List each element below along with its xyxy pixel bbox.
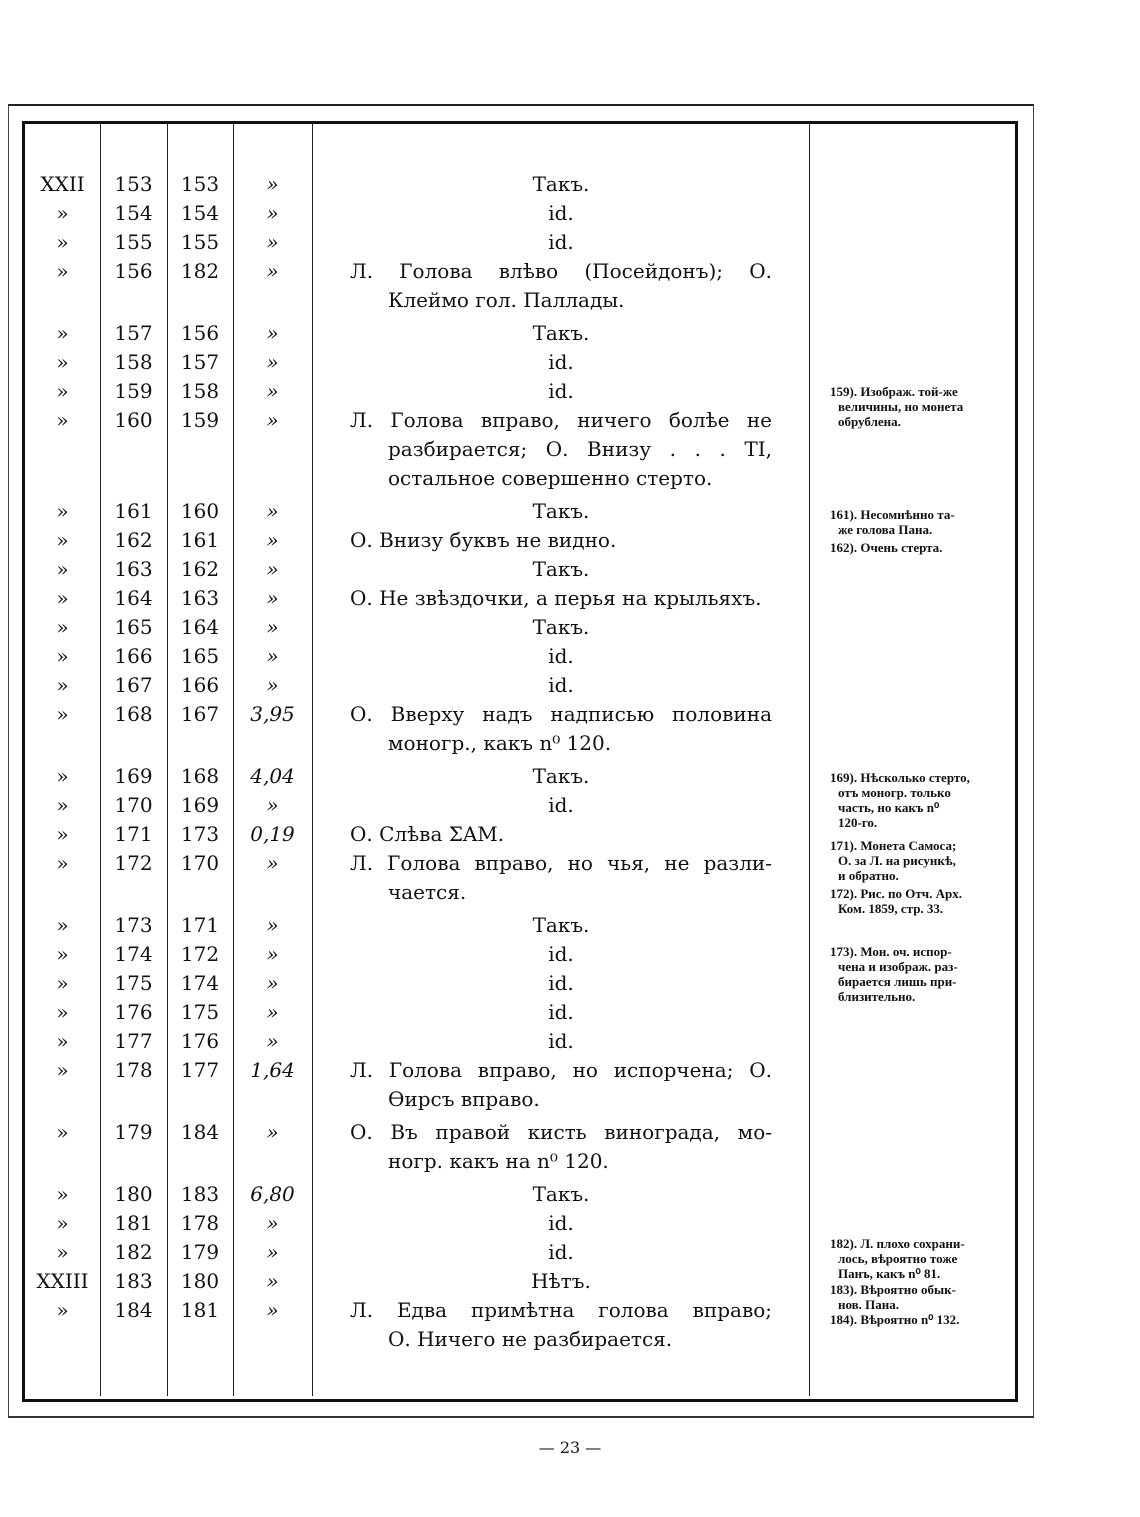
cell-c1: » (56, 1240, 69, 1264)
cell-c4: » (266, 499, 279, 523)
table-row (25, 1118, 810, 1180)
description-line: Такъ. (532, 557, 590, 581)
cell-c2: 173 (114, 913, 153, 937)
cell-c1: » (56, 1182, 69, 1206)
footnote-line: бирается лишь при- (838, 974, 957, 989)
cell-c1: » (56, 499, 69, 523)
cell-c1: » (56, 1000, 69, 1024)
table-row (25, 671, 810, 700)
cell-c1: » (56, 321, 69, 345)
cell-c1: » (56, 259, 69, 283)
cell-c4: 3,95 (250, 702, 295, 726)
cell-c1: » (56, 1029, 69, 1053)
cell-c4: » (266, 1120, 279, 1144)
cell-c2: 165 (114, 615, 153, 639)
cell-c2: 153 (114, 172, 153, 196)
cell-c4: » (266, 1211, 279, 1235)
cell-c3: 175 (180, 1000, 220, 1024)
table-row (25, 700, 810, 762)
cell-c2: 170 (114, 793, 153, 817)
description-line: Такъ. (532, 1182, 590, 1206)
cell-c3: 160 (180, 499, 220, 523)
cell-c4: » (266, 1240, 279, 1264)
cell-c1: » (56, 350, 69, 374)
table-row (25, 762, 810, 791)
description-cell (350, 348, 772, 377)
cell-c4: » (266, 851, 279, 875)
footnote-line: лось, вѣроятно тоже (838, 1251, 958, 1266)
description-cell (350, 228, 772, 257)
description-line: Л. Голова вправо, но чья, не разли- (350, 851, 772, 875)
cell-c1: » (56, 673, 69, 697)
table-row (25, 613, 810, 642)
cell-c4: » (266, 350, 279, 374)
cell-c2: 162 (114, 528, 153, 552)
cell-c3: 170 (180, 851, 220, 875)
cell-c3: 180 (180, 1269, 220, 1293)
table-row (25, 1027, 810, 1056)
footnote-line: Ком. 1859, стр. 33. (838, 901, 944, 916)
cell-c2: 158 (114, 350, 153, 374)
cell-c3: 178 (180, 1211, 220, 1235)
cell-c4: » (266, 1298, 279, 1322)
footnote-line: 159). Изображ. той-же (830, 384, 958, 399)
footnote-line: нов. Пана. (838, 1297, 900, 1312)
table-row (25, 820, 810, 849)
description-cell (350, 170, 772, 199)
cell-c2: 179 (114, 1120, 153, 1144)
cell-c1: » (56, 913, 69, 937)
table-row (25, 1238, 810, 1267)
footnote-line: 120-го. (838, 815, 878, 830)
description-line: id. (548, 350, 574, 374)
cell-c3: 153 (180, 172, 220, 196)
description-cell (350, 1056, 772, 1114)
cell-c1: » (56, 971, 69, 995)
cell-c2: 155 (114, 230, 153, 254)
cell-c2: 175 (114, 971, 153, 995)
cell-c4: » (266, 408, 279, 432)
description-cell (350, 1238, 772, 1267)
cell-c3: 157 (180, 350, 220, 374)
description-line: Такъ. (532, 913, 590, 937)
cell-c3: 173 (180, 822, 220, 846)
footnote-line: 171). Монета Самоса; (830, 838, 957, 853)
footnote (830, 838, 1002, 883)
cell-c4: » (266, 913, 279, 937)
table-row (25, 584, 810, 613)
cell-c1: » (56, 702, 69, 726)
cell-c4: » (266, 793, 279, 817)
cell-c4: » (266, 557, 279, 581)
cell-c2: 182 (114, 1240, 153, 1264)
description-line: id. (548, 1211, 574, 1235)
description-cell (350, 998, 772, 1027)
description-line: id. (548, 971, 574, 995)
description-cell (350, 1027, 772, 1056)
description-cell (350, 820, 772, 849)
table-row (25, 170, 810, 199)
table-row (25, 969, 810, 998)
cell-c4: » (266, 172, 279, 196)
cell-c3: 156 (180, 321, 220, 345)
description-line: О. Слѣва ΣΑΜ. (350, 822, 505, 846)
description-line: id. (548, 1000, 574, 1024)
description-cell (350, 642, 772, 671)
cell-c3: 172 (180, 942, 220, 966)
cell-c1: XXII (40, 172, 85, 196)
cell-c1: » (56, 230, 69, 254)
cell-c2: 154 (114, 201, 153, 225)
table-row (25, 998, 810, 1027)
table-row (25, 940, 810, 969)
description-line: id. (548, 1240, 574, 1264)
cell-c2: 176 (114, 1000, 153, 1024)
catalog-table (25, 170, 810, 1358)
description-line: id. (548, 1029, 574, 1053)
cell-c3: 161 (180, 528, 220, 552)
table-row (25, 497, 810, 526)
description-cell (350, 700, 772, 758)
cell-c2: 160 (114, 408, 153, 432)
description-cell (350, 1118, 772, 1176)
cell-c4: » (266, 201, 279, 225)
page-number: — 23 — (538, 1438, 602, 1457)
description-line: Л. Едва примѣтна голова вправо; (350, 1298, 772, 1322)
cell-c1: » (56, 764, 69, 788)
cell-c4: » (266, 230, 279, 254)
footnote (830, 1236, 1002, 1281)
cell-c2: 184 (114, 1298, 153, 1322)
cell-c1: » (56, 1120, 69, 1144)
footnote-line: близительно. (838, 989, 916, 1004)
description-line: Л. Голова вправо, ничего болѣе не (350, 408, 772, 432)
cell-c4: » (266, 379, 279, 403)
description-line: id. (548, 793, 574, 817)
cell-c4: » (266, 528, 279, 552)
cell-c4: » (266, 259, 279, 283)
footnote (830, 540, 1002, 555)
cell-c2: 181 (114, 1211, 153, 1235)
cell-c2: 177 (114, 1029, 153, 1053)
description-cell (350, 257, 772, 315)
cell-c1: XXIII (36, 1269, 89, 1293)
footnote (830, 1312, 1002, 1327)
description-cell (350, 849, 772, 907)
footnote-line: часть, но какъ n⁰ (838, 800, 940, 815)
description-cell (350, 406, 772, 493)
description-cell (350, 199, 772, 228)
description-cell (350, 1267, 772, 1296)
cell-c4: » (266, 1269, 279, 1293)
cell-c1: » (56, 942, 69, 966)
table-row (25, 228, 810, 257)
cell-c4: » (266, 586, 279, 610)
cell-c4: » (266, 673, 279, 697)
description-cell (350, 762, 772, 791)
description-line: О. Въ правой кисть винограда, мо- (350, 1120, 772, 1144)
footnote-line: 184). Вѣроятно n⁰ 132. (830, 1312, 960, 1327)
cell-c4: » (266, 1000, 279, 1024)
description-line: чается. (388, 880, 467, 904)
description-line: Такъ. (532, 499, 590, 523)
cell-c1: » (56, 586, 69, 610)
cell-c4: 4,04 (250, 764, 295, 788)
footnote-line: величины, но монета (838, 399, 964, 414)
description-cell (350, 319, 772, 348)
table-row (25, 791, 810, 820)
table-row (25, 849, 810, 911)
description-line: О. Вверху надъ надписью половина (350, 702, 772, 726)
cell-c3: 183 (180, 1182, 220, 1206)
footnote-line: чена и изображ. раз- (838, 959, 958, 974)
cell-c2: 183 (114, 1269, 153, 1293)
cell-c2: 171 (114, 822, 153, 846)
cell-c2: 164 (114, 586, 153, 610)
description-line: id. (548, 644, 574, 668)
table-row (25, 1267, 810, 1296)
description-line: Нѣтъ. (531, 1269, 591, 1293)
table-row (25, 911, 810, 940)
cell-c1: » (56, 201, 69, 225)
cell-c3: 154 (180, 201, 220, 225)
description-cell (350, 377, 772, 406)
table-row (25, 1180, 810, 1209)
cell-c3: 162 (180, 557, 220, 581)
cell-c3: 174 (180, 971, 220, 995)
cell-c1: » (56, 615, 69, 639)
table-row (25, 1296, 810, 1358)
cell-c1: » (56, 793, 69, 817)
cell-c4: » (266, 644, 279, 668)
footnote-line: 162). Очень стерта. (830, 540, 943, 555)
cell-c2: 178 (114, 1058, 153, 1082)
cell-c2: 159 (114, 379, 153, 403)
cell-c3: 158 (180, 379, 220, 403)
description-line: моногр., какъ n⁰ 120. (388, 731, 612, 755)
description-line: Такъ. (532, 615, 590, 639)
description-cell (350, 613, 772, 642)
footnote (830, 1282, 1002, 1312)
cell-c4: » (266, 942, 279, 966)
footnote (830, 507, 1002, 537)
description-line: О. Внизу буквъ не видно. (350, 528, 617, 552)
description-cell (350, 1209, 772, 1238)
table-row (25, 199, 810, 228)
footnote (830, 384, 1002, 429)
description-line: О. Ничего не разбирается. (388, 1327, 673, 1351)
footnote-line: 161). Несомнѣнно та- (830, 507, 955, 522)
table-row (25, 377, 810, 406)
cell-c2: 161 (114, 499, 153, 523)
description-line: Такъ. (532, 321, 590, 345)
cell-c3: 167 (180, 702, 220, 726)
cell-c4: 6,80 (250, 1182, 295, 1206)
footnote-line: Панъ, какъ n⁰ 81. (838, 1266, 941, 1281)
cell-c2: 168 (114, 702, 153, 726)
cell-c4: 1,64 (250, 1058, 295, 1082)
table-row (25, 555, 810, 584)
table-row (25, 1209, 810, 1238)
description-cell (350, 1296, 772, 1354)
cell-c1: » (56, 557, 69, 581)
cell-c1: » (56, 408, 69, 432)
cell-c1: » (56, 1211, 69, 1235)
table-row (25, 1056, 810, 1118)
cell-c3: 169 (180, 793, 220, 817)
table-row (25, 348, 810, 377)
cell-c2: 167 (114, 673, 153, 697)
footnote-line: 183). Вѣроятно обык- (830, 1282, 956, 1297)
cell-c2: 157 (114, 321, 153, 345)
footnote-line: 182). Л. плохо сохрани- (830, 1236, 965, 1251)
description-line: id. (548, 230, 574, 254)
table-row (25, 257, 810, 319)
cell-c3: 163 (180, 586, 220, 610)
footnote (830, 944, 1002, 1004)
footnote-line: и обратно. (838, 868, 899, 883)
description-cell (350, 940, 772, 969)
description-line: Ѳирсъ вправо. (388, 1087, 540, 1111)
footnote-line: 169). Нѣсколько стерто, (830, 770, 970, 785)
footnote-line: 172). Рис. по Отч. Арх. (830, 886, 962, 901)
table-row (25, 642, 810, 671)
description-cell (350, 555, 772, 584)
description-line: id. (548, 673, 574, 697)
description-line: Такъ. (532, 172, 590, 196)
cell-c3: 166 (180, 673, 220, 697)
cell-c3: 155 (180, 230, 220, 254)
cell-c4: 0,19 (250, 822, 295, 846)
description-cell (350, 584, 772, 613)
description-line: разбирается; О. Внизу . . . ΤΙ, (388, 437, 772, 461)
cell-c3: 165 (180, 644, 220, 668)
table-row (25, 406, 810, 497)
description-cell (350, 671, 772, 700)
footnote-line: О. за Л. на рисункѣ, (838, 853, 956, 868)
cell-c3: 179 (180, 1240, 220, 1264)
cell-c2: 163 (114, 557, 153, 581)
description-line: id. (548, 379, 574, 403)
footnote-line: 173). Мон. оч. испор- (830, 944, 952, 959)
cell-c1: » (56, 822, 69, 846)
description-line: Клеймо гол. Паллады. (388, 288, 625, 312)
cell-c1: » (56, 379, 69, 403)
cell-c4: » (266, 321, 279, 345)
table-row (25, 526, 810, 555)
cell-c3: 176 (180, 1029, 220, 1053)
description-cell (350, 1180, 772, 1209)
description-cell (350, 497, 772, 526)
description-line: id. (548, 201, 574, 225)
cell-c2: 180 (114, 1182, 153, 1206)
cell-c1: » (56, 644, 69, 668)
cell-c1: » (56, 528, 69, 552)
description-cell (350, 969, 772, 998)
cell-c1: » (56, 1298, 69, 1322)
cell-c4: » (266, 1029, 279, 1053)
description-line: остальное совершенно стерто. (388, 466, 713, 490)
cell-c2: 174 (114, 942, 153, 966)
cell-c3: 182 (180, 259, 220, 283)
footnote (830, 886, 1002, 916)
description-line: О. Не звѣздочки, а перья на крыльяхъ. (350, 586, 762, 610)
cell-c2: 169 (114, 764, 153, 788)
description-cell (350, 791, 772, 820)
cell-c2: 156 (114, 259, 153, 283)
cell-c3: 181 (180, 1298, 220, 1322)
footnote (830, 770, 1002, 830)
cell-c3: 164 (180, 615, 220, 639)
cell-c1: » (56, 1058, 69, 1082)
description-line: id. (548, 942, 574, 966)
description-cell (350, 526, 772, 555)
cell-c4: » (266, 615, 279, 639)
footnote-line: же голова Пана. (838, 522, 933, 537)
description-cell (350, 911, 772, 940)
cell-c3: 177 (180, 1058, 220, 1082)
cell-c3: 168 (180, 764, 220, 788)
description-line: Такъ. (532, 764, 590, 788)
cell-c3: 171 (180, 913, 220, 937)
cell-c1: » (56, 851, 69, 875)
description-line: Л. Голова вправо, но испорчена; О. (350, 1058, 772, 1082)
cell-c3: 184 (180, 1120, 220, 1144)
cell-c2: 166 (114, 644, 153, 668)
cell-c4: » (266, 971, 279, 995)
cell-c3: 159 (180, 408, 220, 432)
description-line: ногр. какъ на n⁰ 120. (388, 1149, 609, 1173)
cell-c2: 172 (114, 851, 153, 875)
footnote-line: обрублена. (838, 414, 901, 429)
description-line: Л. Голова влѣво (Посейдонъ); О. (350, 259, 772, 283)
footnote-line: отъ моногр. только (838, 785, 951, 800)
table-row (25, 319, 810, 348)
